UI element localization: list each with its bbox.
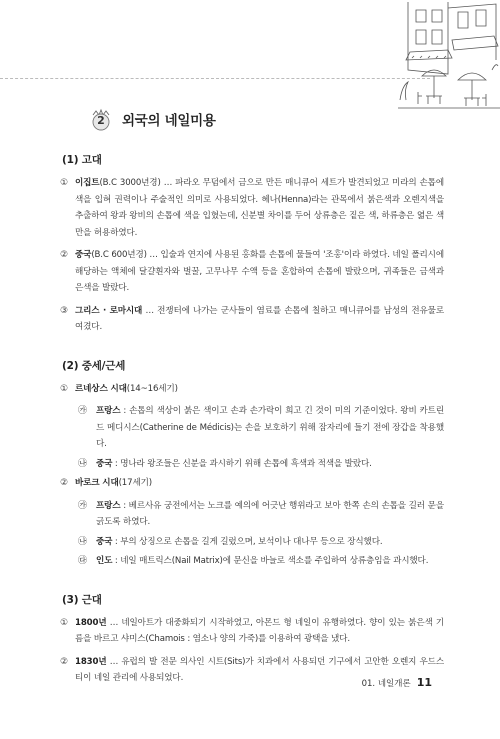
item-term: 그리스 · 로마시대 (75, 305, 143, 316)
cafe-sketch-illustration (388, 0, 500, 112)
item-marker: ② (60, 250, 68, 260)
sub-item-term: 중국 (96, 536, 113, 547)
item-term: 이집트 (75, 178, 100, 188)
list-item-1800 (60, 615, 444, 648)
sub-item-term: 중국 (96, 458, 113, 469)
subheading-modern: (3) 근대 (62, 593, 102, 606)
item-text: (B.C 3000년경) … 파라오 무덤에서 금으로 만든 매니큐어 세트가 발견되었고 미라의 손톱에 색을 입혀 권력이나 주술적인 의미로 사용되었다. 헤나(Henna)라는 관목에서 붉은색과 오렌지색을 추출하여 왕과 왕비의 손톱에 색을 입혔는데, 신분별 차이를 두어 상류층은 짙은 색, 하류층은 엷은 색만을 허용하였다. (75, 178, 444, 238)
list-item-greece-rome (60, 303, 444, 336)
page-number: 11 (416, 676, 432, 689)
section-number-badge (88, 106, 114, 132)
item-marker: ① (60, 617, 68, 628)
item-term: 바로크 시대 (75, 478, 119, 488)
sub-item-marker: ㉯ (78, 458, 87, 469)
section-number: 2 (97, 114, 105, 127)
sub-item-renaissance-france (60, 403, 444, 453)
sub-item-baroque-india (60, 553, 444, 570)
sub-item-baroque-china (60, 534, 444, 551)
sub-item-text: : 명나라 왕조들은 신분을 과시하기 위해 손톱에 흑색과 적색을 발랐다. (112, 458, 372, 469)
item-term: 1830년 (75, 656, 107, 667)
subheading-medieval: (2) 중세/근세 (62, 359, 126, 372)
item-marker: ① (60, 383, 68, 394)
sub-item-renaissance-china (60, 456, 444, 473)
item-text: … 유럽의 발 전문 의사인 시트(Sits)가 치과에서 사용되던 기구에서 고안한 오렌지 우드스티이 네일 관리에 사용되었다. (75, 656, 444, 683)
sub-item-marker: ㉮ (78, 500, 87, 511)
list-item-china-ancient (60, 247, 444, 297)
list-item-renaissance (60, 381, 444, 398)
item-term: 중국 (75, 250, 92, 260)
item-marker: ② (60, 656, 68, 667)
main-content (60, 152, 444, 693)
sub-item-marker: ㉰ (78, 556, 87, 566)
item-text: (B.C 600년경) … 입술과 연지에 사용된 홍화를 손톱에 물들여 '조홍'이라 하였다. 네일 폴리시에 해당하는 액체에 달걀흰자와 벌꿀, 고무나무 수액 등을 혼합하여 손톱에 발랐으며, 귀족들은 금색과 은색을 발랐다. (75, 250, 444, 293)
sub-item-marker: ㉯ (78, 536, 87, 547)
item-text: … 네일아트가 대중화되기 시작하였고, 아몬드 형 네일이 유행하였다. 향이 있는 붉은색 기름을 바르고 샤미스(Chamois : 염소나 양의 가죽)를 이용하여 광택을 냈다. (75, 617, 444, 644)
section-heading (88, 104, 216, 134)
item-text: (17세기) (118, 478, 152, 488)
item-term: 1800년 (75, 617, 107, 628)
header-dashed-rule (0, 78, 430, 79)
item-term: 르네상스 시대 (75, 383, 127, 394)
sub-item-text: : 손톱의 색상이 붉은 색이고 손과 손가락이 희고 긴 것이 미의 기준이었다. 왕비 카트린 드 메디시스(Catherine de Médicis)는 손을 보호하기 위해 잠자리에 들기 전에 장갑을 착용했다. (96, 406, 444, 449)
sub-item-text: : 베르사유 궁전에서는 노크를 예의에 어긋난 행위라고 보아 한쪽 손의 손톱을 길러 문을 긁도록 하였다. (96, 500, 444, 527)
sub-item-term: 인도 (96, 556, 113, 566)
subheading-ancient: (1) 고대 (62, 154, 102, 166)
sub-item-text: : 부의 상징으로 손톱을 길게 길렀으며, 보석이나 대나무 등으로 장식했다. (112, 536, 383, 547)
section-title: 외국의 네일미용 (122, 113, 216, 129)
footer-chapter: 01. 네일개론 (361, 679, 411, 689)
item-text: (14~16세기) (126, 383, 178, 394)
item-marker: ② (60, 478, 68, 488)
sub-item-term: 프랑스 (96, 406, 121, 416)
sub-item-text: : 네일 매트릭스(Nail Matrix)에 문신을 바늘로 색소를 주입하여 상류층임을 과시했다. (112, 556, 429, 566)
item-marker: ③ (60, 305, 68, 316)
page-footer (362, 676, 432, 689)
sub-item-marker: ㉮ (78, 406, 87, 416)
item-marker: ① (60, 178, 68, 188)
list-item-baroque (60, 475, 444, 492)
item-text: … 전쟁터에 나가는 군사들이 염료를 손톱에 칠하고 매니큐어를 남성의 전유물로 여겼다. (75, 305, 444, 332)
list-item-egypt (60, 175, 444, 241)
sub-item-term: 프랑스 (96, 500, 121, 511)
sub-item-baroque-france (60, 498, 444, 531)
